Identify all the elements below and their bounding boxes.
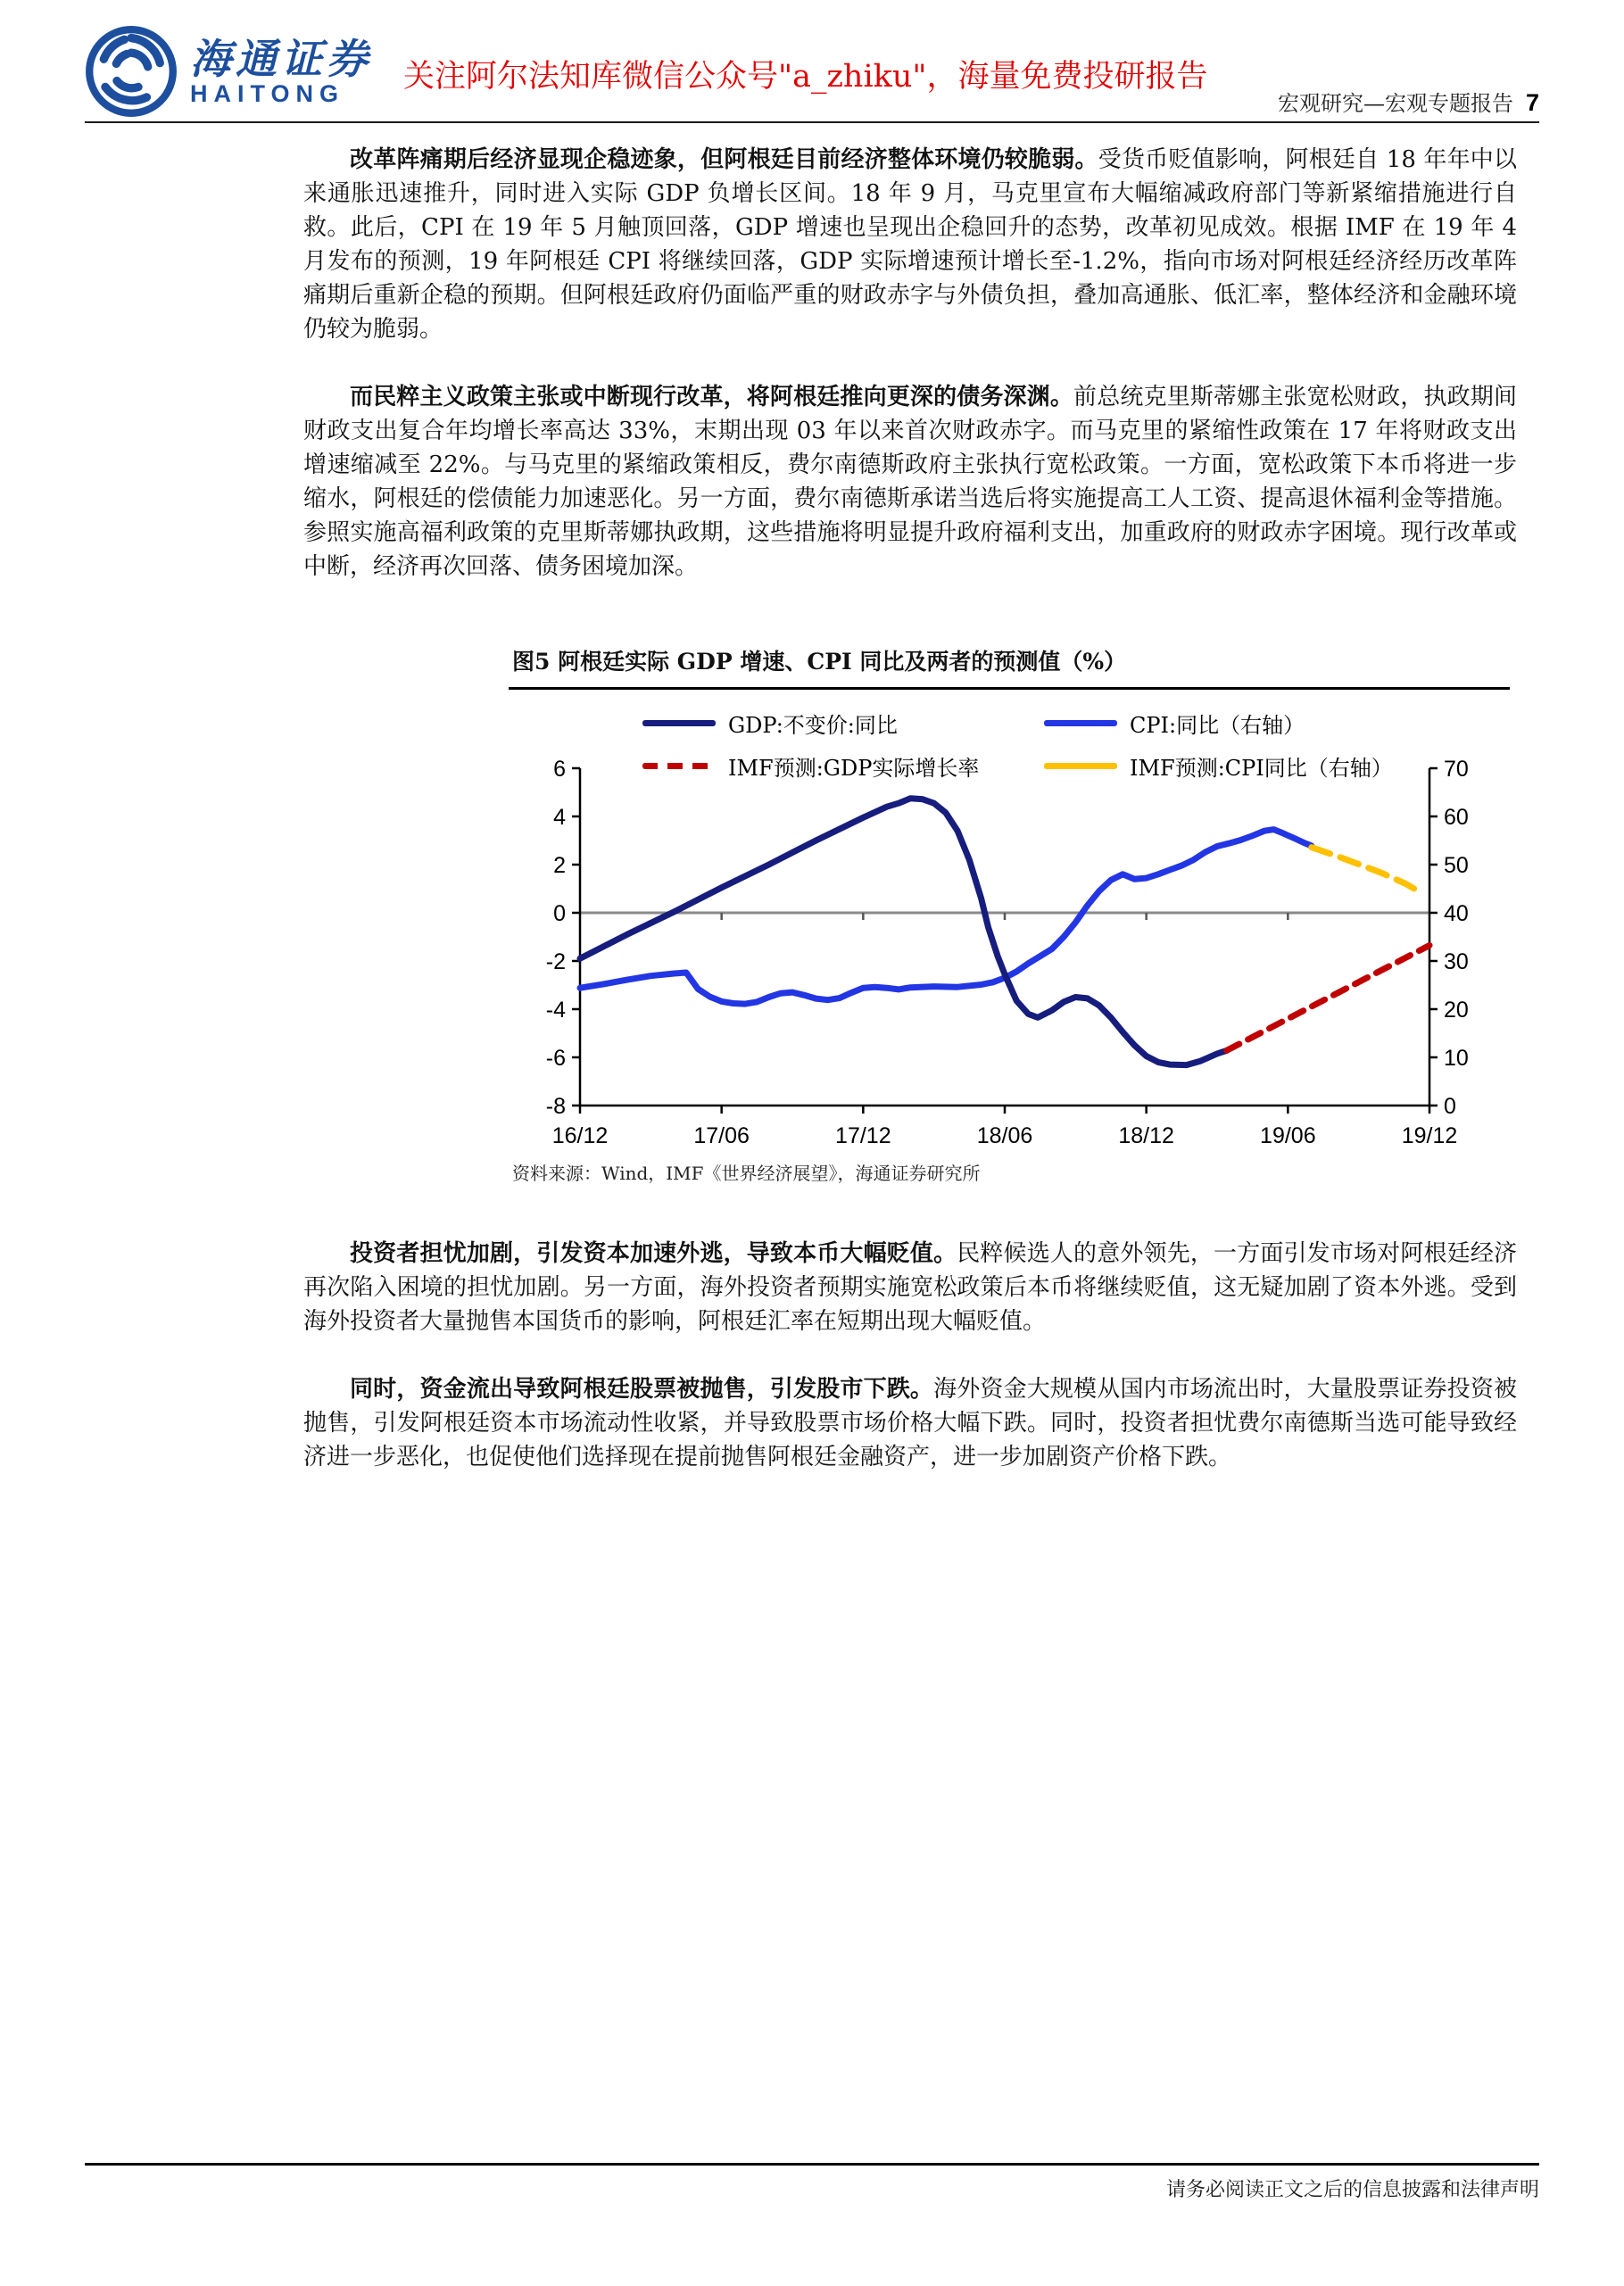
paragraph-3 bbox=[303, 1237, 1517, 1338]
paragraph-2-text: 前总统克里斯蒂娜主张宽松财政，执政期间财政支出复合年均增长率高达 33%，末期出现 03 年以来首次财政赤字。而马克里的紧缩性政策在 17 年将财政支出增速缩减至 22%。与马克里的紧缩政策相反，费尔南德斯政府主张执行宽松政策。一方面，宽松政策下本币将进一步缩水，阿根廷的偿债能力加速恶化。另一方面，费尔南德斯承诺当选后将实施提高工人工资、提高退休福利金等措施。参照实施高福利政策的克里斯蒂娜执政期，这些措施将明显提升政府福利支出，加重政府的财政赤字困境。现行改革或中断，经济再次回落、债务困境加深。 bbox=[303, 384, 1517, 580]
svg-text:4: 4 bbox=[553, 805, 566, 830]
svg-text:17/12: 17/12 bbox=[835, 1123, 891, 1148]
legend-label: IMF预测:CPI同比（右轴） bbox=[1130, 756, 1393, 781]
paragraph-2 bbox=[303, 380, 1517, 584]
figure-5-title: 图5 阿根廷实际 GDP 增速、CPI 同比及两者的预测值（%） bbox=[509, 644, 1510, 690]
paragraph-3-text: 民粹候选人的意外领先，一方面引发市场对阿根廷经济再次陷入困境的担忧加剧。另一方面，海外投资者预期实施宽松政策后本币将继续贬值，这无疑加剧了资本外逃。受到海外投资者大量抛售本国货币的影响，阿根廷汇率在短期出现大幅贬值。 bbox=[303, 1240, 1517, 1335]
svg-text:30: 30 bbox=[1444, 949, 1469, 974]
legend-item-1 bbox=[1044, 708, 1305, 739]
paragraph-2-lead: 而民粹主义政策主张或中断现行改革，将阿根廷推向更深的债务深渊。 bbox=[350, 384, 1074, 410]
svg-text:40: 40 bbox=[1444, 901, 1469, 926]
haitong-logo bbox=[85, 25, 372, 118]
legend-line-sample bbox=[1044, 720, 1117, 726]
svg-text:0: 0 bbox=[553, 901, 566, 926]
svg-text:-2: -2 bbox=[545, 949, 566, 974]
figure-5-chart-area bbox=[509, 697, 1510, 1157]
report-section-header bbox=[1278, 86, 1539, 117]
paragraph-1-text: 受货币贬值影响，阿根廷自 18 年年中以来通胀迅速推升，同时进入实际 GDP 负增长区间。18 年 9 月，马克里宣布大幅缩减政府部门等新紧缩措施进行自救。此后，CPI 在 19 年 5 月触顶回落，GDP 增速也呈现出企稳回升的态势，改革初见成效。根据 IMF 在 19 年 4 月发布的预测，19 年阿根廷 CPI 将继续回落，GDP 实际增速预计增长至-1.2%，指向市场对阿根廷经济经历改革阵痛期后重新企稳的预期。但阿根廷政府仍面临严重的财政赤字与外债负担，叠加高通胀、低汇率，整体经济和金融环境仍较为脆弱。 bbox=[303, 146, 1517, 343]
svg-text:18/06: 18/06 bbox=[976, 1123, 1033, 1148]
svg-text:19/06: 19/06 bbox=[1260, 1123, 1316, 1148]
svg-text:17/06: 17/06 bbox=[693, 1123, 750, 1148]
svg-text:70: 70 bbox=[1444, 757, 1469, 782]
svg-text:19/12: 19/12 bbox=[1401, 1123, 1458, 1148]
paragraph-4-text: 海外资金大规模从国内市场流出时，大量股票证券投资被抛售，引发阿根廷资本市场流动性收紧，并导致股票市场价格大幅下跌。同时，投资者担忧费尔南德斯当选可能导致经济进一步恶化，也促使他们选择现在提前抛售阿根廷金融资产，进一步加剧资产价格下跌。 bbox=[303, 1376, 1517, 1470]
svg-text:10: 10 bbox=[1444, 1046, 1469, 1071]
figure-5 bbox=[509, 644, 1510, 1185]
figure-5-source: 资料来源：Wind，IMF《世界经济展望》，海通证券研究所 bbox=[512, 1163, 981, 1184]
legend-line-sample bbox=[642, 763, 716, 769]
paragraph-4-lead: 同时，资金流出导致阿根廷股票被抛售，引发股市下跌。 bbox=[350, 1376, 934, 1403]
paragraph-3-lead: 投资者担忧加剧，引发资本加速外逃，导致本币大幅贬值。 bbox=[350, 1240, 957, 1267]
svg-text:50: 50 bbox=[1444, 853, 1469, 878]
svg-text:-6: -6 bbox=[545, 1046, 566, 1071]
svg-text:20: 20 bbox=[1444, 998, 1469, 1023]
legend-line-sample bbox=[1044, 763, 1117, 769]
logo-chinese-name: 海通证券 bbox=[190, 35, 372, 84]
footer-disclaimer: 请务必阅读正文之后的信息披露和法律声明 bbox=[85, 2163, 1539, 2202]
header-divider bbox=[85, 121, 1539, 123]
section-title: 宏观研究—宏观专题报告 bbox=[1277, 91, 1513, 116]
svg-text:2: 2 bbox=[553, 853, 566, 878]
report-body bbox=[303, 143, 1517, 1508]
svg-text:60: 60 bbox=[1444, 805, 1469, 830]
svg-text:18/12: 18/12 bbox=[1118, 1123, 1174, 1148]
svg-text:-4: -4 bbox=[545, 998, 566, 1023]
page-number: 7 bbox=[1525, 89, 1539, 116]
legend-item-0 bbox=[642, 708, 898, 739]
wechat-notice-banner: 关注阿尔法知库微信公众号"a_zhiku"，海量免费投研报告 bbox=[403, 59, 1208, 95]
paragraph-1-lead: 改革阵痛期后经济显现企稳迹象，但阿根廷目前经济整体环境仍较脆弱。 bbox=[350, 146, 1098, 173]
haitong-logo-icon bbox=[85, 25, 178, 118]
logo-english-name: HAITONG bbox=[190, 79, 345, 107]
legend-label: IMF预测:GDP实际增长率 bbox=[728, 756, 980, 781]
svg-text:6: 6 bbox=[553, 757, 566, 782]
legend-item-2 bbox=[642, 750, 979, 782]
legend-line-sample bbox=[642, 720, 716, 726]
paragraph-1 bbox=[303, 143, 1517, 346]
legend-label: CPI:同比（右轴） bbox=[1130, 713, 1305, 738]
legend-label: GDP:不变价:同比 bbox=[728, 713, 898, 738]
paragraph-4 bbox=[303, 1372, 1517, 1474]
svg-text:16/12: 16/12 bbox=[551, 1123, 609, 1148]
legend-item-3 bbox=[1044, 750, 1393, 782]
svg-text:-8: -8 bbox=[545, 1094, 566, 1119]
svg-text:0: 0 bbox=[1444, 1094, 1456, 1119]
